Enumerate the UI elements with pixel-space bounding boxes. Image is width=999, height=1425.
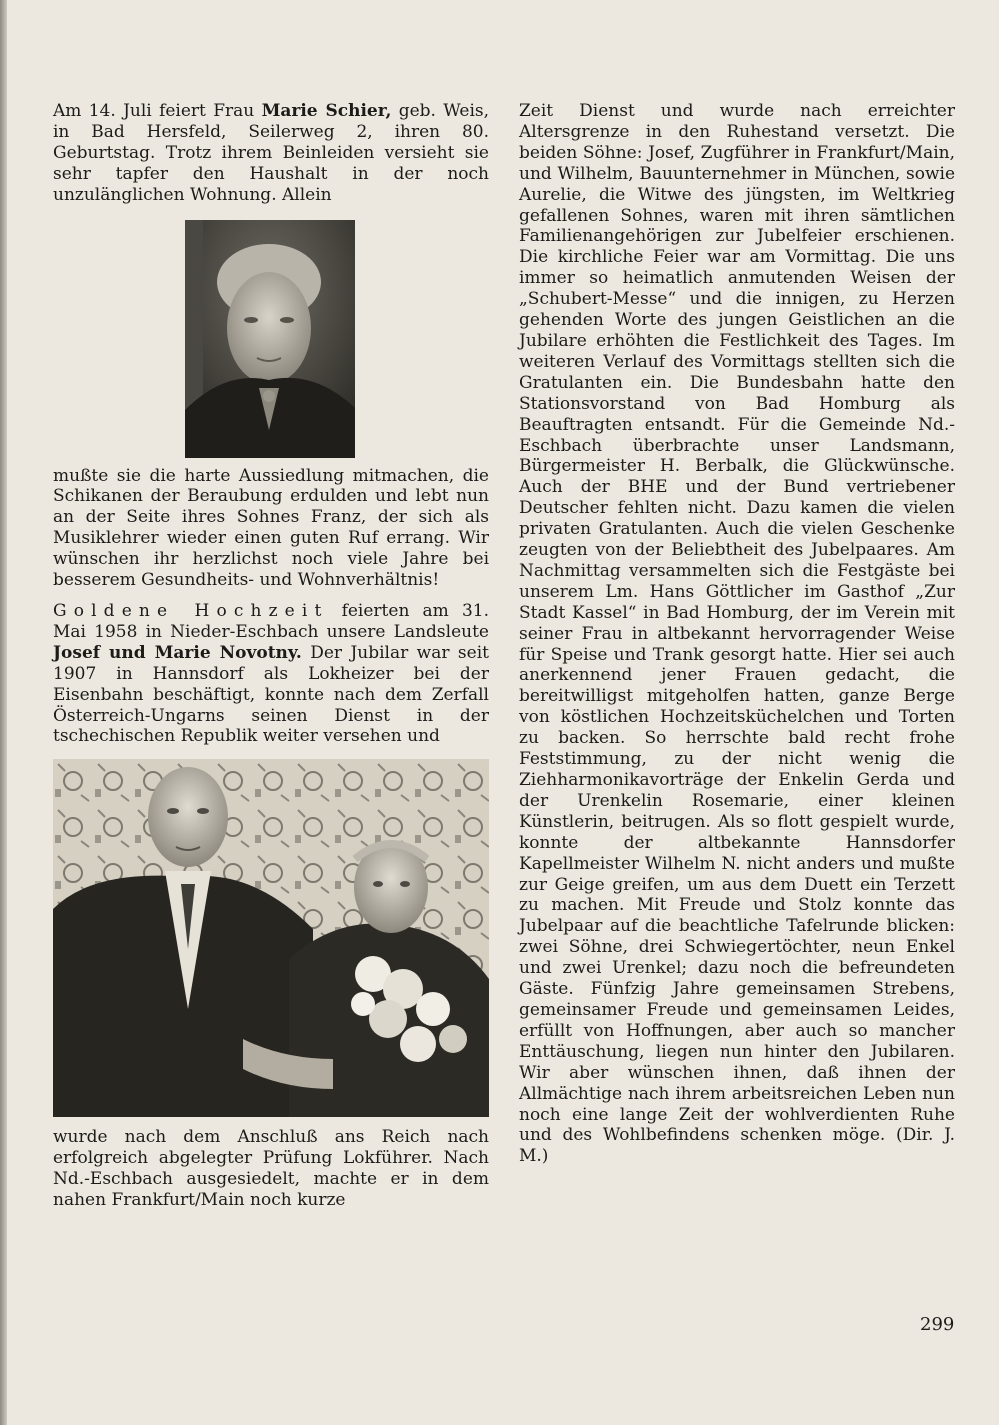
spaced-heading-run: Goldene Hochzeit — [53, 600, 329, 621]
page-edge — [0, 0, 7, 1425]
paragraph-marie-schier-intro — [53, 101, 489, 206]
text-run: Zeit Dienst und wurde nach erreichter Altersgrenze in den Ruhestand versetzt. Die beiden Söhne: Josef, Zugführer in Frankfurt/Main, und Wilhelm, Bauunternehmer in München, sowie Aurelie, die Witwe des jüngsten, im Weltkrieg gefallenen Sohnes, waren mit ihren sämtlichen Familienangehörigen zur Jubelfeier erschienen. Die kirchliche Feier war am Vormittag. Die uns immer so heimatlich anmutenden Weisen der „Schubert-Messe“ und die innigen, zu Herzen gehenden Worte des jungen Geistlichen an die Jubilare erhöhten die Festlichkeit des Tages. Im weiteren Verlauf des Vormittags stellten sich die Gratulanten ein. Die Bundesbahn hatte den Stationsvorstand von Bad Homburg als Beauftragten entsandt. Für die Gemeinde Nd.-Eschbach überbrachte unser Landsmann, Bürgermeister H. Berbalk, die Glückwünsche. Auch der BHE und der Bund vertriebener Deutscher fehlten nicht. Dazu kamen die vielen privaten Gratulanten. Auch die vielen Geschenke zeugten von der Beliebtheit des Jubelpaares. Am Nachmittag versammelten sich die Festgäste bei unserem Lm. Hans Göttlicher im Gasthof „Zur Stadt Kassel“ in Bad Homburg, der im Verein mit seiner Frau in altbekannt hervorragender Weise für Speise und Trank gesorgt hatte. Hier sei auch anerkennend jener Frauen gedacht, die bereitwilligst mitgeholfen hatten, ganze Berge von köstlichen Hochzeitsküchelchen und Torten zu backen. So herrschte bald recht frohe Feststimmung, zu der nicht wenig die Ziehharmonikavorträge der Enkelin Gerda und der Urenkelin Rosemarie, einer kleinen Künstlerin, beitrugen. Als so flott gespielt wurde, konnte der altbekannte Hannsdorfer Kapellmeister Wilhelm N. nicht anders und mußte zur Geige greifen, um aus dem Duett ein Terzett zu machen. Mit Freude und Stolz konnte das Jubelpaar auf die beachtliche Tafelrunde blicken: zwei Söhne, drei Schwiegertöchter, neun Enkel und zwei Urenkel; dazu noch die befreundeten Gäste. Fünfzig Jahre gemeinsamen Strebens, gemeinsamer Freude und gemeinsamen Leides, erfüllt von Hoffnungen, aber auch so mancher Enttäuschung, liegen nun hinter den Jubilaren. Wir aber wünschen ihnen, daß ihnen der Allmächtige nach ihrem arbeitsreichen Leben nun noch eine lange Zeit der wohlverdienten Ruhe und des Wohlbefindens schenken möge. (Dir. J. M.) — [519, 101, 955, 1167]
paragraph-marie-schier-continued — [53, 466, 489, 591]
text-run: feierten am 31. Mai 1958 in Nieder-Eschbach unsere Landsleute — [53, 600, 489, 642]
left-column — [53, 101, 489, 1211]
portrait-photo-image — [185, 220, 355, 458]
paragraph-novotny-career — [53, 1127, 489, 1211]
paragraph-golden-wedding — [53, 601, 489, 747]
portrait-photo-marie-schier — [185, 220, 355, 458]
text-run: mußte sie die harte Aussiedlung mitmachen, die Schikanen der Beraubung erdulden und lebt nun an der Seite ihres Sohnes Franz, der sich als Musiklehrer wieder einen guten Ruf errang. Wir wünschen ihr herzlichst noch viele Jahre bei besserem Gesundheits- und Wohnverhältnis! — [53, 465, 489, 591]
text-run: Der Jubilar war seit 1907 in Hannsdorf als Lokheizer bei der Eisenbahn beschäftigt, konnte nach dem Zerfall Österreich-Ungarns seinen Dienst in der tschechischen Republik weiter versehen und — [53, 642, 489, 747]
bold-name-run: Marie Schier, — [261, 101, 392, 121]
bold-name-run: Josef und Marie Novotny. — [53, 642, 302, 663]
couple-photo-image — [53, 759, 489, 1117]
text-run: geb. Weis, in Bad Hersfeld, Seilerweg 2, ihren 80. Geburtstag. Trotz ihrem Beinleiden versieht sie sehr tapfer den Haushalt in der noch unzulänglichen Wohnung. Allein — [53, 101, 490, 205]
text-run: wurde nach dem Anschluß ans Reich nach erfolgreich abgelegter Prüfung Lokführer. Nach Nd.-Eschbach ausgesiedelt, machte er in dem nahen Frankfurt/Main noch kurze — [53, 1127, 489, 1211]
couple-photo-novotny — [53, 759, 489, 1117]
right-column — [519, 101, 955, 1167]
text-run: Am 14. Juli feiert Frau — [53, 101, 262, 121]
page-number: 299 — [920, 1314, 955, 1335]
paragraph-jubilee-celebration — [519, 101, 955, 1167]
